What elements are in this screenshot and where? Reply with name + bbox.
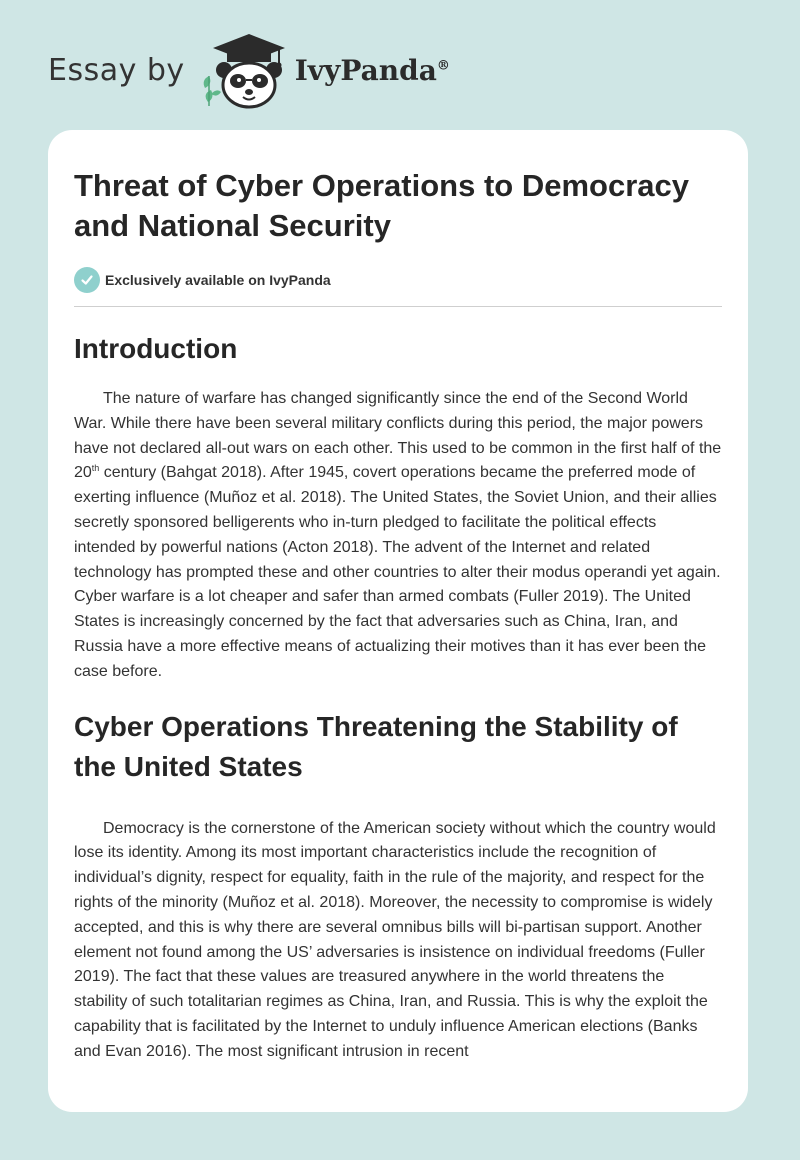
badge-label: Exclusively available on IvyPanda — [105, 272, 331, 288]
section-heading-introduction: Introduction — [74, 333, 238, 364]
essay-by-label: Essay by — [48, 52, 185, 88]
superscript-th: th — [91, 463, 100, 474]
exclusive-badge — [74, 266, 722, 294]
section-heading-cyber-operations: Cyber Operations Threatening the Stability of the United States — [74, 710, 678, 782]
paragraph-introduction: The nature of warfare has changed significantly since the end of the Second World War. While there have been several military conflicts during this period, the major powers have not declared all-out wars on each other. This used to be common in the first half of the 20th century (Bahgat 2018). After 1945, covert operations became the preferred mode of exerting influence (Muñoz et al. 2018). The United States, the Soviet Union, and their allies secretly sponsored belligerents who in-turn pledged to facilitate the political effects intended by powerful nations (Acton 2018). The advent of the Internet and related technology has prompted these and other countries to alter their modus operandi yet again. Cyber warfare is a lot cheaper and safer than armed combats (Fuller 2019). The United States is increasingly concerned by the fact that adversaries such as China, Iran, and Russia have a more effective means of actualizing their motives than it has ever been the case before. — [74, 390, 722, 680]
site-header — [48, 30, 450, 110]
registered-mark: ® — [436, 58, 450, 74]
paragraph-cyber-operations: Democracy is the cornerstone of the American society without which the country would lose its identity. Among its most important characteristics include the recognition of individual’s dignity, respect for equality, faith in the rule of the majority, and respect for the rights of the minority (Muñoz et al. 2018). Moreover, the necessity to compromise is widely accepted, and this is why there are several omnibus bills will bi-partisan support. Another element not found among the US’ adversaries is insistence on individual freedoms (Fuller 2019). The fact that these values are treasured anywhere in the world threatens the stability of such totalitarian regimes as China, Iran, and Russia. This is why the exploit the capability that is facilitated by the Internet to unduly influence American elections (Banks and Evan 2016). The most significant intrusion in recent — [74, 819, 716, 1060]
check-icon — [74, 267, 100, 293]
essay-card — [48, 130, 748, 1112]
brand-name: IvyPanda® — [294, 53, 450, 87]
panda-graduate-logo-icon — [199, 30, 293, 110]
page-title: Threat of Cyber Operations to Democracy and National Security — [74, 168, 689, 243]
divider — [74, 306, 722, 307]
